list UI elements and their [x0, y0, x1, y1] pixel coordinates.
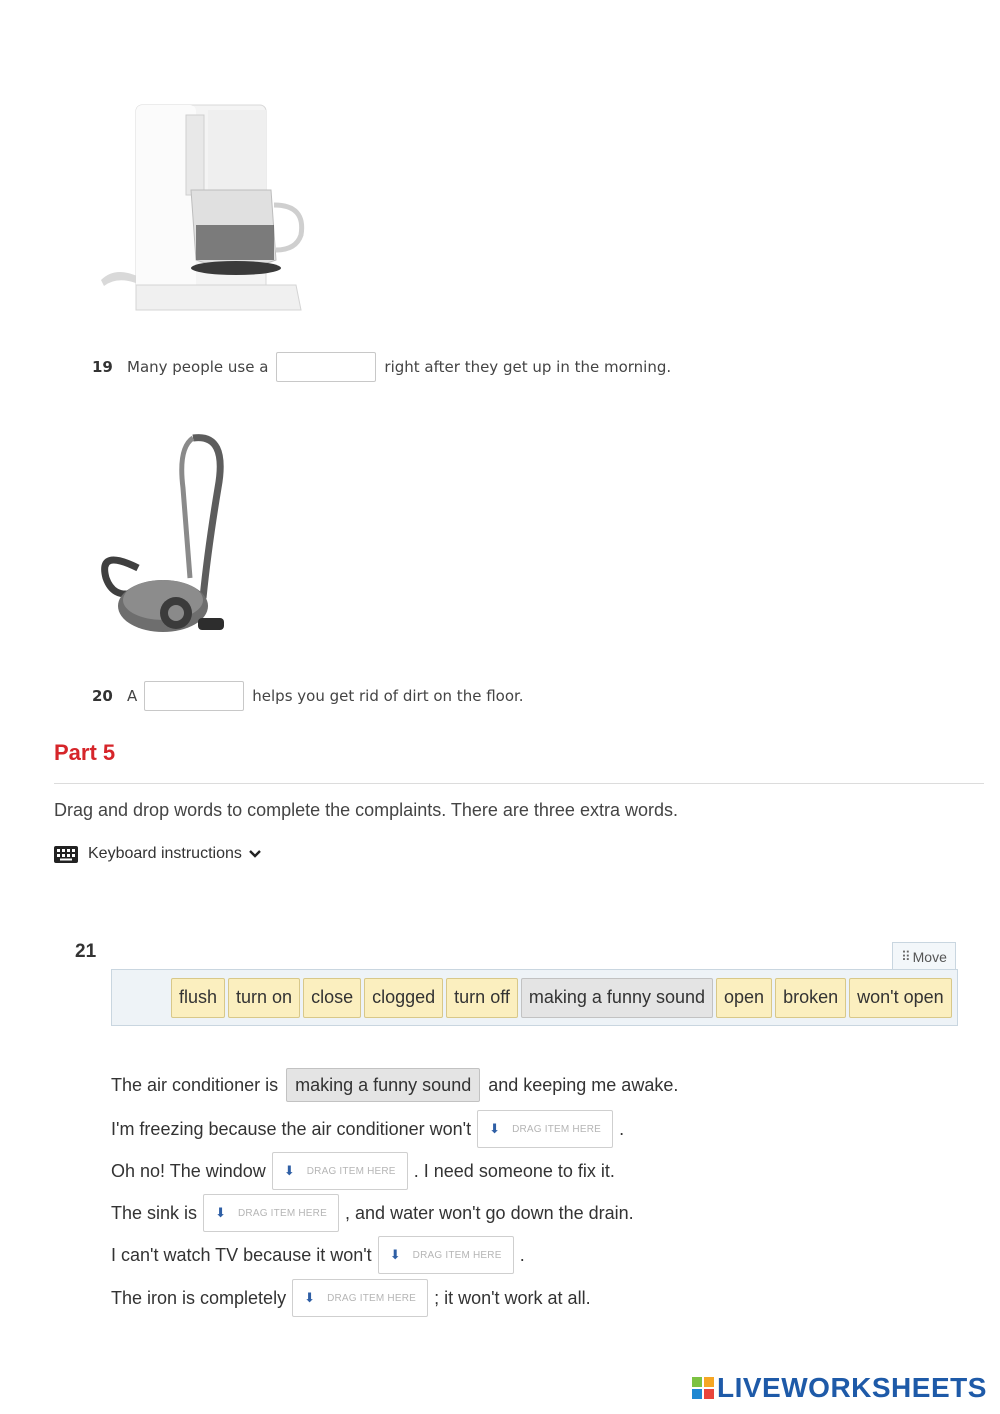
drag-grip-icon: ⠿: [901, 948, 909, 964]
drop-zone-hint: DRAG ITEM HERE: [238, 1207, 327, 1219]
sentence-text-after: ; it won't work at all.: [434, 1287, 591, 1308]
sentence-row: [111, 1279, 591, 1317]
sentence-text-before: The air conditioner is: [111, 1074, 279, 1095]
drop-zone-hint: DRAG ITEM HERE: [327, 1292, 416, 1304]
question-19-answer-input[interactable]: [276, 352, 376, 382]
question-19-sentence: [127, 352, 671, 382]
keyboard-instructions-label: Keyboard instructions: [88, 845, 242, 862]
sentence-text-before: Oh no! The window: [111, 1160, 266, 1181]
divider: [54, 783, 984, 784]
question-20-text-after: helps you get rid of dirt on the floor.: [252, 687, 524, 705]
sentence-row: [111, 1194, 634, 1232]
word-chip[interactable]: clogged: [364, 978, 443, 1018]
coffee-maker-image: [96, 100, 311, 315]
sentence-text-before: The sink is: [111, 1202, 198, 1223]
drop-zone-hint: DRAG ITEM HERE: [512, 1123, 601, 1135]
sentence-row: [111, 1236, 525, 1274]
sentence-text-after: . I need someone to fix it.: [413, 1160, 615, 1181]
filled-answer-chip[interactable]: making a funny sound: [286, 1068, 480, 1102]
word-chip[interactable]: flush: [171, 978, 225, 1018]
move-label: Move: [912, 948, 947, 965]
question-20-number: 20: [92, 687, 113, 705]
question-20-text-before: A: [127, 687, 138, 705]
question-20-sentence: [127, 681, 524, 711]
word-chip[interactable]: turn on: [228, 978, 300, 1018]
sentence-text-before: The iron is completely: [111, 1287, 287, 1308]
arrow-down-icon: ⬇: [283, 1163, 295, 1178]
vacuum-cleaner-image: [98, 428, 233, 640]
drop-zone[interactable]: [272, 1152, 408, 1190]
sentence-text-after: .: [619, 1118, 625, 1139]
drop-zone[interactable]: [292, 1279, 428, 1317]
sentence-row: [111, 1110, 624, 1148]
question-20-answer-input[interactable]: [144, 681, 244, 711]
keyboard-icon: [54, 846, 78, 863]
drop-zone[interactable]: [477, 1110, 613, 1148]
question-19-number: 19: [92, 358, 113, 376]
arrow-down-icon: ⬇: [215, 1205, 227, 1220]
word-chip[interactable]: won't open: [849, 978, 952, 1018]
liveworksheets-logo: [692, 1372, 987, 1404]
sentence-text-before: I can't watch TV because it won't: [111, 1244, 372, 1265]
sentence-text-before: I'm freezing because the air conditioner won't: [111, 1118, 472, 1139]
arrow-down-icon: ⬇: [489, 1121, 501, 1136]
drop-zone-hint: DRAG ITEM HERE: [306, 1165, 396, 1177]
sentence-text-after: , and water won't go down the drain.: [345, 1202, 634, 1223]
sentence-text-after: .: [519, 1244, 525, 1265]
sentence-row: [111, 1152, 615, 1190]
word-chip[interactable]: broken: [775, 978, 846, 1018]
word-chip[interactable]: open: [716, 978, 772, 1018]
logo-text: LIVEWORKSHEETS: [717, 1372, 987, 1403]
keyboard-instructions-toggle[interactable]: [54, 845, 262, 863]
drop-zone-hint: DRAG ITEM HERE: [412, 1249, 502, 1261]
word-bank: [111, 969, 958, 1026]
sentence-text-after: and keeping me awake.: [488, 1074, 679, 1095]
chevron-down-icon: [248, 849, 262, 859]
word-chip[interactable]: turn off: [446, 978, 518, 1018]
logo-mark-icon: [692, 1377, 714, 1399]
word-chip[interactable]: close: [303, 978, 361, 1018]
word-chip-used[interactable]: making a funny sound: [521, 978, 713, 1018]
arrow-down-icon: ⬇: [304, 1290, 316, 1305]
arrow-down-icon: ⬇: [389, 1247, 401, 1262]
question-21-number: 21: [75, 941, 97, 962]
question-19-text-before: Many people use a: [127, 358, 269, 376]
drop-zone[interactable]: [203, 1194, 339, 1232]
part-title: Part 5: [54, 740, 116, 765]
drop-zone[interactable]: [378, 1236, 514, 1274]
sentence-row: [111, 1068, 678, 1102]
move-handle[interactable]: [892, 942, 956, 970]
question-19-text-after: right after they get up in the morning.: [384, 358, 672, 376]
part-instructions: Drag and drop words to complete the complaints. There are three extra words.: [54, 800, 678, 820]
